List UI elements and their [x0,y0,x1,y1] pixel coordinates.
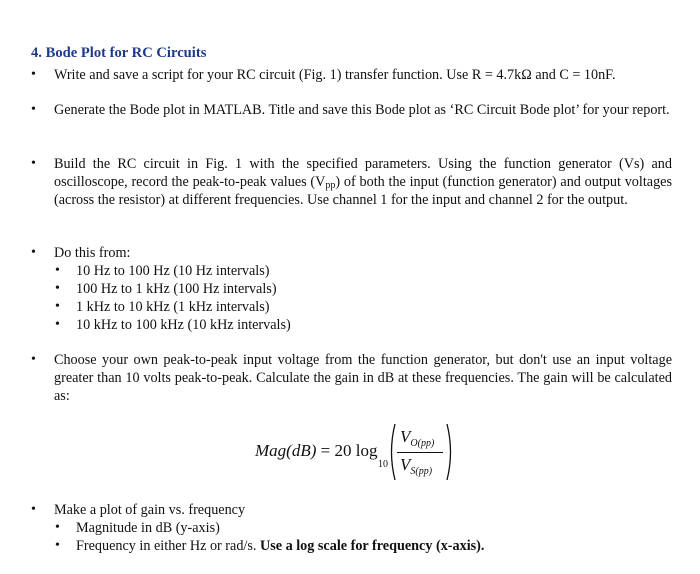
bullet-3: • [31,156,36,171]
sub-bullet-4-3: • [55,299,60,314]
numerator-v: V [400,427,411,446]
numerator-sub: O(pp) [410,438,435,449]
instruction-6: Make a plot of gain vs. frequency [54,502,246,518]
numerator [400,428,434,453]
instruction-2: Generate the Bode plot in MATLAB. Title and save this Bode plot as ‘RC Circuit Bode plot’ for your report. [54,102,670,118]
plot-item-2 [76,537,636,555]
section-title: 4. Bode Plot for RC Circuits [31,45,207,61]
equation-lhs [255,442,377,460]
sub-bullet-4-2: • [55,281,60,296]
sub-bullet-6-1: • [55,520,60,535]
sub-bullet-4-4: • [55,317,60,332]
instruction-5: Choose your own peak-to-peak input voltage from the function generator, but don't use an input voltage greater than 10 volts peak-to-peak. Calculate the gain in dB at these frequencies. The gain will be calculated as: [54,352,672,404]
plot-item-2-bold: Use a log scale for frequency (x-axis). [259,538,485,554]
mag-function: Mag [255,441,287,460]
bullet-5: • [31,352,36,367]
right-paren [445,422,455,482]
range-item-4: 10 kHz to 100 kHz (10 kHz intervals) [76,317,291,333]
range-item-2: 100 Hz to 1 kHz (100 Hz intervals) [76,281,277,297]
bullet-2: • [31,102,36,117]
instruction-3 [54,155,672,209]
instruction-3-part-a: Build the RC circuit in Fig. 1 with the specified parameters. Using the function generator (Vs) and oscilloscope, record the peak-to-peak values (V [54,156,672,190]
fraction-bar [397,452,443,453]
denominator [400,456,432,481]
log-base: 10 [378,459,388,470]
sub-bullet-6-2: • [55,538,60,553]
range-item-3: 1 kHz to 10 kHz (1 kHz intervals) [76,299,270,315]
sub-bullet-4-1: • [55,263,60,278]
range-item-1: 10 Hz to 100 Hz (10 Hz intervals) [76,263,270,279]
vpp-subscript: pp [325,180,336,191]
bullet-1: • [31,67,36,82]
plot-item-1: Magnitude in dB (y-axis) [76,520,220,536]
left-paren [387,422,397,482]
denominator-v: V [400,455,411,474]
denominator-sub: S(pp) [410,466,433,477]
bullet-4: • [31,245,36,260]
plot-item-2-plain: Frequency in either Hz or rad/s. [76,538,260,554]
instruction-1: Write and save a script for your RC circuit (Fig. 1) transfer function. Use R = 4.7kΩ and C = 10nF. [54,67,616,83]
mag-argument: (dB) [286,441,317,460]
instruction-3-part-b: ) of both the input (function generator) and output voltages (across the resistor) at different frequencies. Use channel 1 for the input and channel 2 for the output. [54,174,672,208]
instruction-4: Do this from: [54,245,131,261]
equals-log: = 20 log [316,441,378,460]
bullet-6: • [31,502,36,517]
